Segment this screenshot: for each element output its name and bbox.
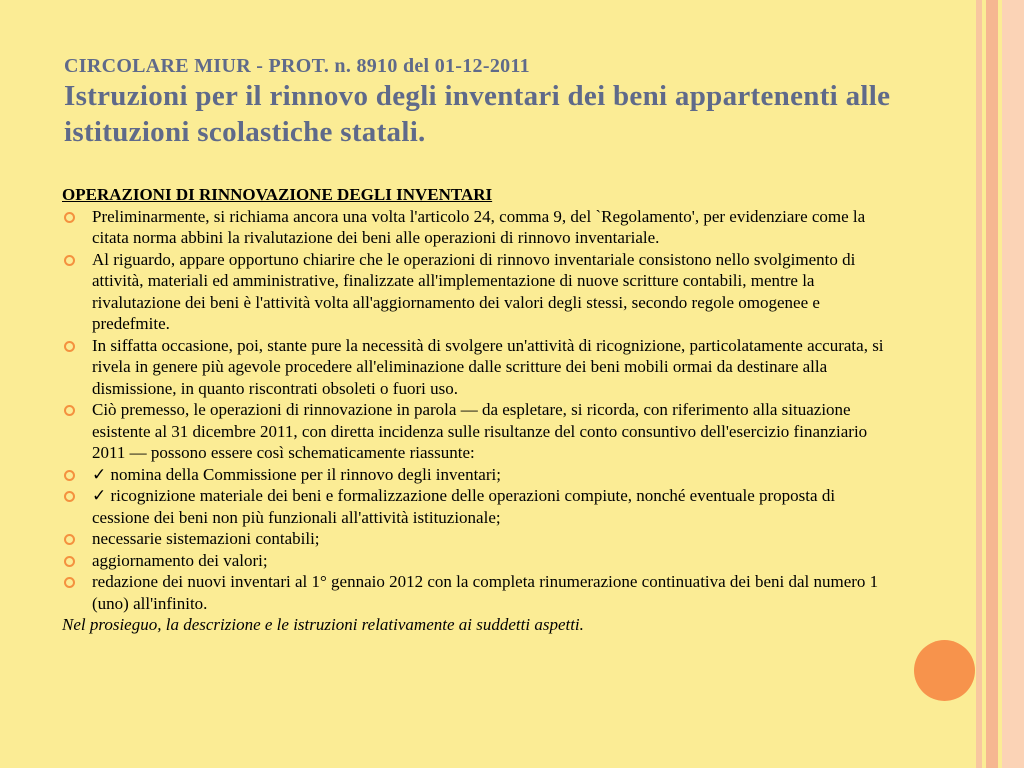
bullet-icon (64, 491, 75, 502)
bullet-icon (64, 341, 75, 352)
bullet-icon (64, 556, 75, 567)
decorative-circle (914, 640, 975, 701)
list-item (62, 335, 892, 400)
stripe-left (976, 0, 982, 768)
list-item-text: ✓ ricognizione materiale dei beni e formalizzazione delle operazioni compiute, nonché eventuale proposta di cessione dei beni non più funzionali all'attività istituzionale; (92, 486, 836, 527)
stripe-middle (986, 0, 998, 768)
slide-title: Istruzioni per il rinnovo degli inventari dei beni appartenenti alle istituzioni scolastiche statali. (64, 80, 891, 148)
bullet-icon (64, 255, 75, 266)
list-item (62, 249, 892, 335)
list-item-text: ✓ nomina della Commissione per il rinnovo degli inventari; (92, 464, 501, 484)
list-item-text: redazione dei nuovi inventari al 1° gennaio 2012 con la completa rinumerazione continuativa dei beni dal numero 1 (uno) all'infinito. (92, 572, 879, 613)
list-item-text: Ciò premesso, le operazioni di rinnovazione in parola — da espletare, si ricorda, con riferimento alla situazione esistente al 31 dicembre 2011, con diretta incidenza sulle risultanze del conto consuntivo dell'esercizio finanziario 2011 — possono essere così schematicamente riassunte: (92, 400, 868, 462)
bullet-list (62, 206, 892, 615)
slide-header (64, 54, 904, 150)
list-item-text: Preliminarmente, si richiama ancora una volta l'articolo 24, comma 9, del `Regolamento', per evidenziare come la citata norma abbini la rivalutazione dei beni alle operazioni di rinnovo inventariale. (92, 206, 866, 247)
decorative-stripes (976, 0, 1024, 768)
list-item-text: Al riguardo, appare opportuno chiarire che le operazioni di rinnovo inventariale consistono nello svolgimento di attività, materiali ed amministrative, finalizzate all'implementazione di nuove scritture contabili, mentre la rivalutazione dei beni è l'attività volta all'aggiornamento dei valori degli stessi, secondo regole omogenee e predefmite. (92, 249, 856, 333)
list-item (62, 206, 892, 249)
bullet-icon (64, 212, 75, 223)
slide-subtitle: CIRCOLARE MIUR - PROT. n. 8910 del 01-12-2011 (64, 55, 530, 77)
list-item (62, 528, 892, 550)
list-item-text: In siffatta occasione, poi, stante pure la necessità di svolgere un'attività di ricognizione, particolatamente accurata, si rivela in genere più agevole procedere all'eliminazione dalle scritture dei beni mobili ormai da destinare alla dismissione, in quanto riscontrati obsoleti o fuori uso. (92, 335, 884, 398)
list-item-text: necessarie sistemazioni contabili; (92, 529, 320, 548)
bullet-icon (64, 577, 75, 588)
bullet-icon (64, 470, 75, 481)
list-item (62, 399, 892, 464)
closing-note: Nel prosieguo, la descrizione e le istruzioni relativamente ai suddetti aspetti. (62, 615, 584, 634)
bullet-icon (64, 534, 75, 545)
section-heading: OPERAZIONI DI RINNOVAZIONE DEGLI INVENTARI (62, 185, 493, 204)
slide-content (62, 184, 892, 636)
list-item (62, 571, 892, 614)
list-item (62, 464, 892, 486)
list-item (62, 485, 892, 528)
bullet-icon (64, 405, 75, 416)
list-item-text: aggiornamento dei valori; (92, 550, 268, 570)
list-item (62, 550, 892, 572)
stripe-right (1002, 0, 1024, 768)
